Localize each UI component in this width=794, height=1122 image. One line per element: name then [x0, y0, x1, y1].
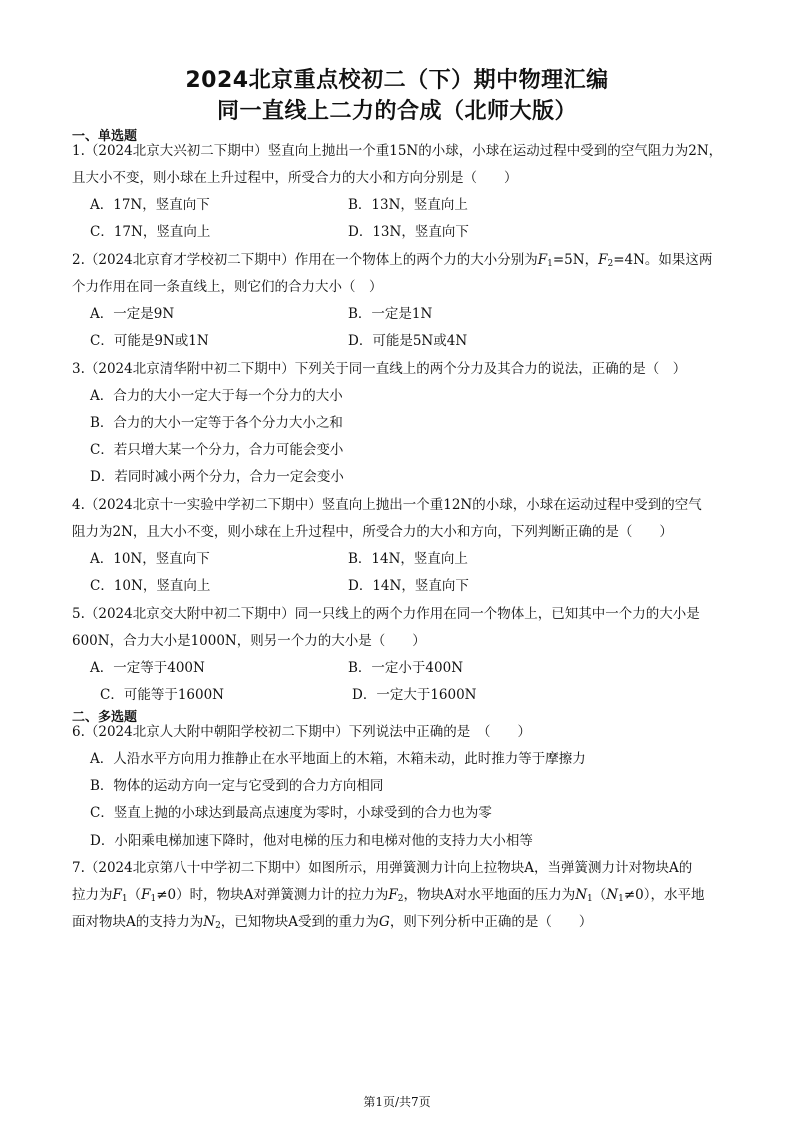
question-7-line-2: 拉力为$F_1(F_1\ne 0)$时，物块A对弹簧测力计的拉力为$F_2$，物块A对水平地面的压力为$N_1(N_1\ne 0)$，水平地	[72, 887, 705, 904]
question-5-line-2: 600N，合力大小是1000N，则另一个力的大小是（ ）	[72, 633, 426, 649]
page-footer: 第1页/共7页	[363, 1095, 431, 1109]
document-title-line-1: 2024北京重点校初二（下）期中物理汇编	[185, 68, 609, 93]
question-6-option-b[interactable]: B．物体的运动方向一定与它受到的合力方向相同	[90, 778, 384, 794]
question-2-line-1: 2.（2024北京育才学校初二下期中）作用在一个物体上的两个力的大小分别为$F_1=5N$，$F_2=4N$。如果这两	[72, 252, 713, 269]
question-1-option-a[interactable]: A．17N，竖直向下	[90, 197, 210, 213]
question-7-line-3: 面对物块A的支持力为$N_2$，已知物块A受到的重力为G，则下列分析中正确的是（ ）	[72, 914, 593, 931]
question-3-option-c[interactable]: C．若只增大某一个分力，合力可能会变小	[90, 442, 344, 458]
section-multiple-choice: 二、多选题	[72, 710, 138, 725]
question-4-line-2: 阻力为2N，且大小不变，则小球在上升过程中，所受合力的大小和方向，下列判断正确的是（ ）	[72, 524, 673, 540]
question-2-option-d[interactable]: D．可能是5N或4N	[348, 333, 468, 349]
question-1-option-d[interactable]: D．13N，竖直向下	[348, 224, 469, 240]
question-5-option-a[interactable]: A．一定等于400N	[90, 660, 205, 676]
question-6-option-d[interactable]: D．小阳乘电梯加速下降时，他对电梯的压力和电梯对他的支持力大小相等	[90, 833, 533, 849]
question-6-option-c[interactable]: C．竖直上抛的小球达到最高点速度为零时，小球受到的合力也为零	[90, 805, 492, 821]
question-5-line-1: 5.（2024北京交大附中初二下期中）同一只线上的两个力作用在同一个物体上，已知其中一个力的大小是	[72, 606, 700, 622]
question-1-line-2: 且大小不变，则小球在上升过程中，所受合力的大小和方向分别是（ ）	[72, 170, 518, 186]
question-4-option-d[interactable]: D．14N，竖直向下	[348, 578, 469, 594]
question-3-line-1: 3.（2024北京清华附中初二下期中）下列关于同一直线上的两个分力及其合力的说法，正确的是（ ）	[72, 361, 687, 377]
question-4-option-a[interactable]: A．10N，竖直向下	[90, 551, 210, 567]
question-1-option-c[interactable]: C．17N，竖直向上	[90, 224, 211, 240]
question-4-option-c[interactable]: C．10N，竖直向上	[90, 578, 211, 594]
question-3-option-a[interactable]: A．合力的大小一定大于每一个分力的大小	[90, 388, 343, 404]
question-3-option-b[interactable]: B．合力的大小一定等于各个分力大小之和	[90, 415, 343, 431]
question-1-option-b[interactable]: B．13N，竖直向上	[348, 197, 468, 213]
question-2-line-2: 个力作用在同一条直线上，则它们的合力大小（ ）	[72, 279, 383, 295]
question-2-option-c[interactable]: C．可能是9N或1N	[90, 333, 209, 349]
question-2-option-a[interactable]: A．一定是9N	[90, 306, 175, 322]
question-6-option-a[interactable]: A．人沿水平方向用力推静止在水平地面上的木箱，木箱未动，此时推力等于摩擦力	[90, 751, 586, 767]
question-7-line-1: 7.（2024北京第八十中学初二下期中）如图所示，用弹簧测力计向上拉物块A，当弹簧测力计对物块A的	[72, 860, 693, 876]
section-single-choice: 一、单选题	[72, 129, 138, 144]
question-5-option-b[interactable]: B．一定小于400N	[348, 660, 464, 676]
question-1-line-1: 1.（2024北京大兴初二下期中）竖直向上抛出一个重15N的小球，小球在运动过程中受到的空气阻力为2N，	[72, 143, 723, 159]
document-title-line-2: 同一直线上二力的合成（北师大版）	[216, 99, 577, 124]
question-5-option-c[interactable]: C．可能等于1600N	[100, 687, 224, 703]
question-3-option-d[interactable]: D．若同时减小两个分力，合力一定会变小	[90, 469, 344, 485]
question-2-option-b[interactable]: B．一定是1N	[348, 306, 433, 322]
question-6-line-1: 6.（2024北京人大附中朝阳学校初二下期中）下列说法中正确的是 （ ）	[72, 724, 531, 740]
question-4-option-b[interactable]: B．14N，竖直向上	[348, 551, 468, 567]
question-5-option-d[interactable]: D．一定大于1600N	[352, 687, 477, 703]
question-4-line-1: 4.（2024北京十一实验中学初二下期中）竖直向上抛出一个重12N的小球，小球在运动过程中受到的空气	[72, 497, 702, 513]
